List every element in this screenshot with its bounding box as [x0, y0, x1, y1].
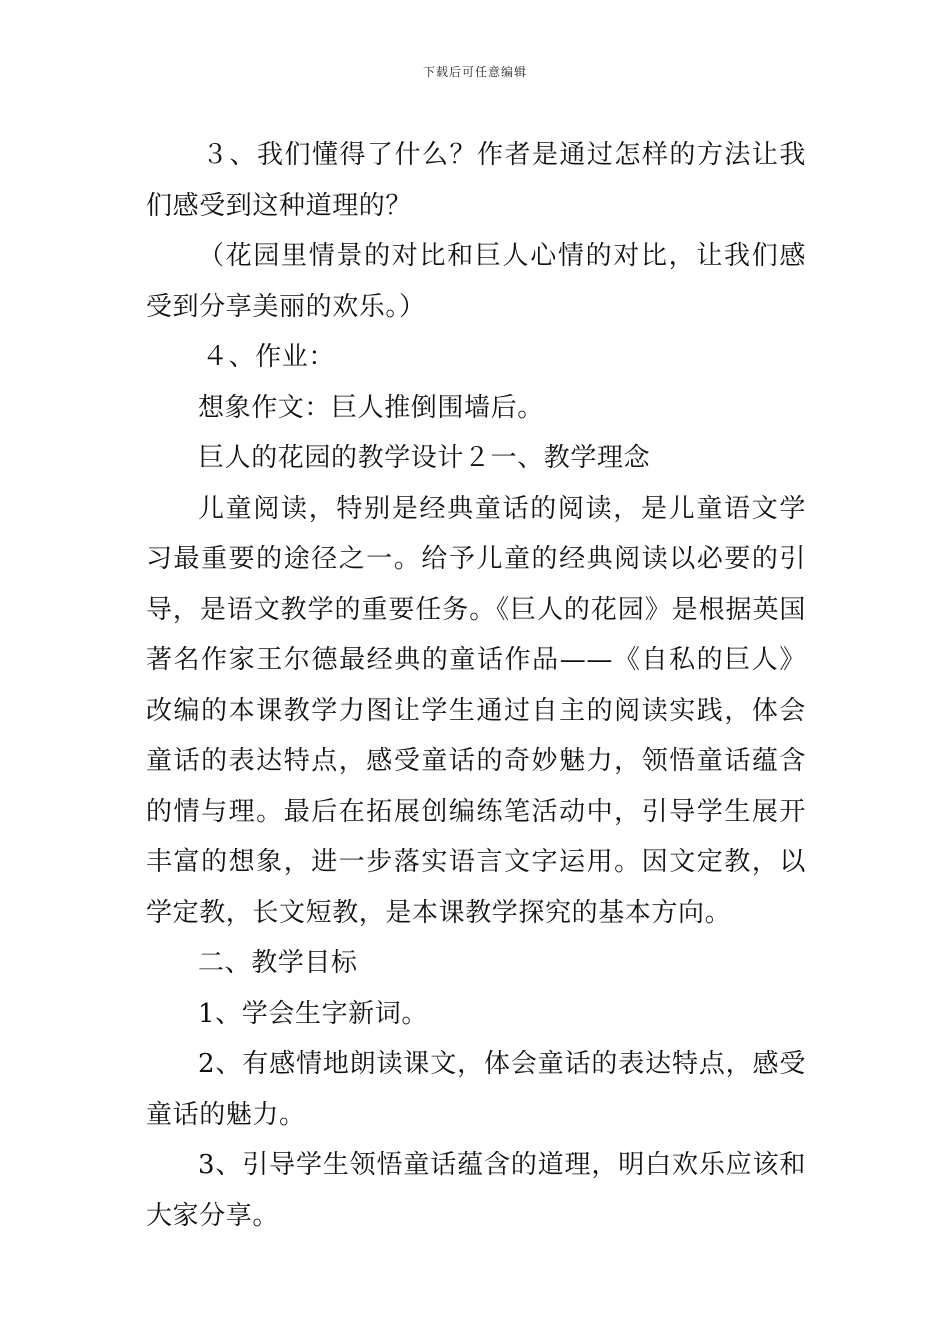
document-body: [146, 130, 806, 1241]
paragraph-item-4: ４、作业：: [202, 342, 336, 372]
heading-teaching-goals: 二、教学目标: [198, 948, 358, 978]
paragraph-answer-3: （花园里情景的对比和巨人心情的对比，让我们感受到分享美丽的欢乐。）: [146, 241, 806, 322]
paragraph-goal-3: 3、引导学生领悟童话蕴含的道理，明白欢乐应该和大家分享。: [146, 1150, 806, 1231]
paragraph-design-2-title: 巨人的花园的教学设计２一、教学理念: [198, 443, 651, 473]
paragraph-teaching-concept: 儿童阅读，特别是经典童话的阅读，是儿童语文学习最重要的途径之一。给予儿童的经典阅读以必要的引导，是语文教学的重要任务。《巨人的花园》是根据英国著名作家王尔德最经典的童话作品——《自私的巨人》改编的本课教学力图让学生通过自主的阅读实践，体会童话的表达特点，感受童话的奇妙魅力，领悟童话蕴含的情与理。最后在拓展创编练笔活动中，引导学生展开丰富的想象，进一步落实语言文字运用。因文定教，以学定教，长文短教，是本课教学探究的基本方向。: [146, 493, 806, 928]
paragraph-goal-2: 2、有感情地朗读课文，体会童话的表达特点，感受童话的魅力。: [146, 1049, 806, 1130]
paragraph-goal-1: 1、学会生字新词。: [198, 998, 428, 1029]
page-header: 下载后可任意编辑: [422, 65, 527, 79]
paragraph-question-3: ３、我们懂得了什么？作者是通过怎样的方法让我们感受到这种道理的？: [146, 140, 806, 221]
paragraph-homework: 想象作文：巨人推倒围墙后。: [198, 392, 544, 423]
